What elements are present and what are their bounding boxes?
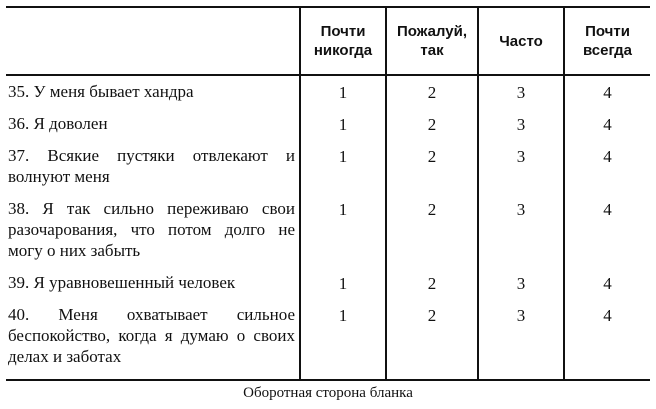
question-row [6,108,650,140]
answer-option-almost-never[interactable]: 1 [300,267,386,299]
answer-option-almost-always[interactable]: 4 [564,299,650,380]
answer-option-almost-always[interactable]: 4 [564,75,650,108]
answer-option-perhaps-so[interactable]: 2 [386,267,478,299]
answer-option-perhaps-so[interactable]: 2 [386,140,478,193]
answer-option-often[interactable]: 3 [478,299,564,380]
answer-option-almost-always[interactable]: 4 [564,267,650,299]
answer-option-almost-never[interactable]: 1 [300,299,386,380]
answer-option-almost-always[interactable]: 4 [564,193,650,267]
answer-option-perhaps-so[interactable]: 2 [386,193,478,267]
answer-option-almost-never[interactable]: 1 [300,75,386,108]
answer-option-often[interactable]: 3 [478,108,564,140]
answer-option-perhaps-so[interactable]: 2 [386,75,478,108]
question-row [6,75,650,108]
answer-option-almost-never[interactable]: 1 [300,108,386,140]
answer-option-perhaps-so[interactable]: 2 [386,108,478,140]
question-row [6,267,650,299]
header-row [6,7,650,75]
answer-option-often[interactable]: 3 [478,140,564,193]
column-header-perhaps-so: Пожалуй, так [386,7,478,75]
answer-option-perhaps-so[interactable]: 2 [386,299,478,380]
answer-option-often[interactable]: 3 [478,193,564,267]
answer-option-almost-never[interactable]: 1 [300,193,386,267]
question-text: 35. У меня бывает хандра [8,82,194,101]
question-row [6,193,650,267]
answer-option-almost-always[interactable]: 4 [564,140,650,193]
answer-option-often[interactable]: 3 [478,267,564,299]
column-header-almost-always: Почти всегда [564,7,650,75]
column-header-often: Часто [478,7,564,75]
question-row [6,299,650,380]
question-text: 39. Я уравновешенный человек [8,273,236,292]
column-header-almost-never: Почти никогда [300,7,386,75]
question-text: 40. Меня охватывает сильное беспокойство, когда я думаю о своих делах и заботах [6,299,300,380]
questionnaire-table [6,6,650,381]
questionnaire-sheet [6,6,650,381]
answer-option-almost-always[interactable]: 4 [564,108,650,140]
question-text: 37. Всякие пустяки отвлекают и волнуют меня [8,146,295,186]
form-caption: Оборотная сторона бланка [243,385,413,401]
question-row [6,140,650,193]
question-text: 38. Я так сильно переживаю свои разочарования, что потом долго не могу о них забыть [8,199,295,260]
question-text: 36. Я доволен [8,114,108,133]
question-column-header [6,7,300,75]
answer-option-often[interactable]: 3 [478,75,564,108]
answer-option-almost-never[interactable]: 1 [300,140,386,193]
